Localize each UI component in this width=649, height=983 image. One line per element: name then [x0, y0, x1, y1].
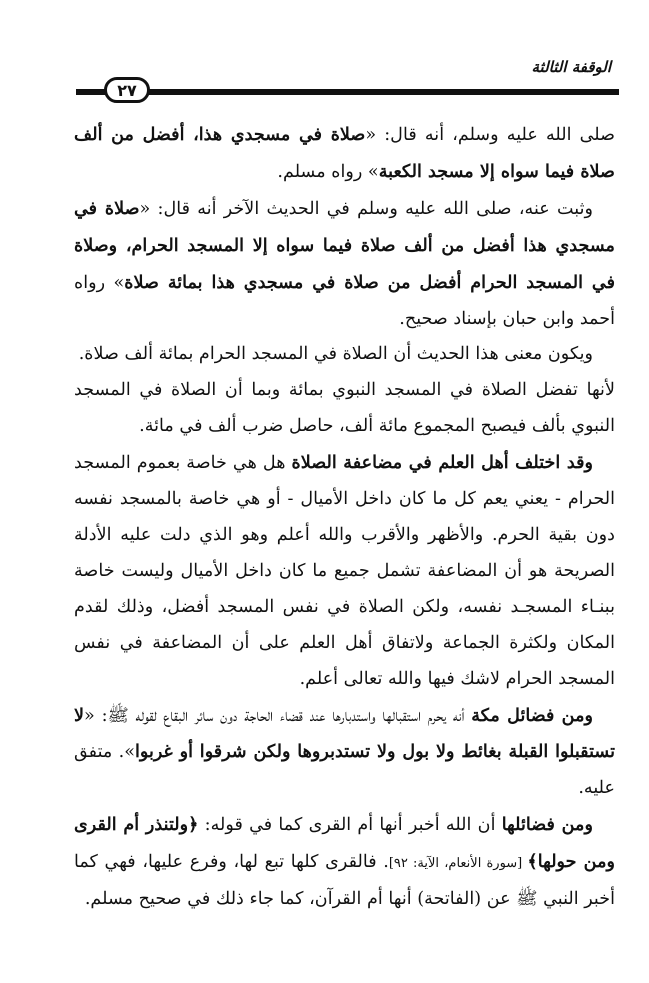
citation-text: [سورة الأنعام، الآية: ٩٢]: [388, 856, 528, 872]
text-run: . فالقرى كلها تبع لها، وفرع عليها، فهي كما أخبر النبي ﷺ عن (الفاتحة) أنها أم القرآن، كما جاء ذلك في صحيح مسلم.: [74, 852, 615, 910]
text-run: لأنها تفضل الصلاة في المسجد النبوي بمائة وبما أن الصلاة في المسجد النبوي بألف فيصبح المجموع مائة ألف، حاصل ضرب ألف في مائة.: [74, 380, 615, 437]
paragraph: [74, 117, 615, 191]
text-run: ويكون معنى هذا الحديث أن الصلاة في المسجد الحرام بمائة ألف صلاة.: [78, 344, 593, 365]
paragraph: [74, 698, 615, 808]
text-run: ». متفق عليه.: [74, 742, 615, 799]
paragraph: [74, 807, 615, 918]
text-run: أن الله أخبر أنها أم القرى كما في قوله:: [198, 815, 502, 836]
header-rule-short: [76, 89, 106, 95]
body-text: [74, 117, 615, 918]
bold-text: لا تستقبلوا القبلة بغائط ولا بول ولا تستدبروها ولكن شرقوا أو غربوا: [74, 704, 615, 763]
bold-text: صلاة في مسجدي هذا، أفضل من ألف صلاة فيما سواه إلا مسجد الكعبة: [74, 124, 615, 182]
text-run: » رواه مسلم.: [277, 161, 379, 182]
text-run: صلى الله عليه وسلم، أنه قال: «: [365, 125, 616, 145]
paragraph: [74, 191, 615, 338]
page-number: ٢٧: [104, 77, 150, 103]
text-run: » رواه أحمد وابن حبان بإسناد صحيح.: [74, 272, 615, 329]
text-run: هل هي خاصة بعموم المسجد الحرام - يعني يعم كل ما كان داخل الأميال - أو هي خاصة بالمسجد نفسه دون بقية الحرم. والأظهر والأقرب والله أعلم وهو الذي دلت عليه الأدلة الصريحة هو أن المضاعفة تشمل جميع ما كان داخل الأميال وليست خاصة ببنـاء المسجـد نفسه، ولكن الصلاة في نفس المسجد أفضل، وذلك لقدم المكان ولكثرة الجماعة ولاتفاق أهل العلم على أن المضاعفة في نفس المسجد الحرام لاشك فيها والله تعالى أعلم.: [74, 453, 615, 689]
running-title: الوقفة الثالثة: [531, 58, 611, 76]
paragraph: [74, 373, 615, 445]
paragraph: [74, 337, 615, 373]
bold-text: ومن فضائلها: [501, 814, 593, 836]
bold-text: ومن فضائل مكة: [471, 704, 593, 726]
paragraph: [74, 445, 615, 697]
text-run: وثبت عنه، صلى الله عليه وسلم في الحديث الآخر أنه قال: «: [139, 198, 593, 219]
bold-text: صلاة في مسجدي هذا أفضل من ألف صلاة فيما سواه إلا المسجد الحرام، وصلاة في المسجد الحرام أفضل من صلاة في مسجدي هذا بمائة صلاة: [74, 197, 615, 293]
header-rule: [148, 89, 619, 95]
bold-text: ﴿ولتنذر أم القرى ومن حولها﴾: [74, 814, 615, 873]
text-run: أنه يحرم استقبالها واستدبارها عند قضاء الحاجة دون سائر البقاع لقوله ﷺ: «: [84, 705, 472, 726]
bold-text: وقد اختلف أهل العلم في مضاعفة الصلاة: [291, 452, 593, 474]
